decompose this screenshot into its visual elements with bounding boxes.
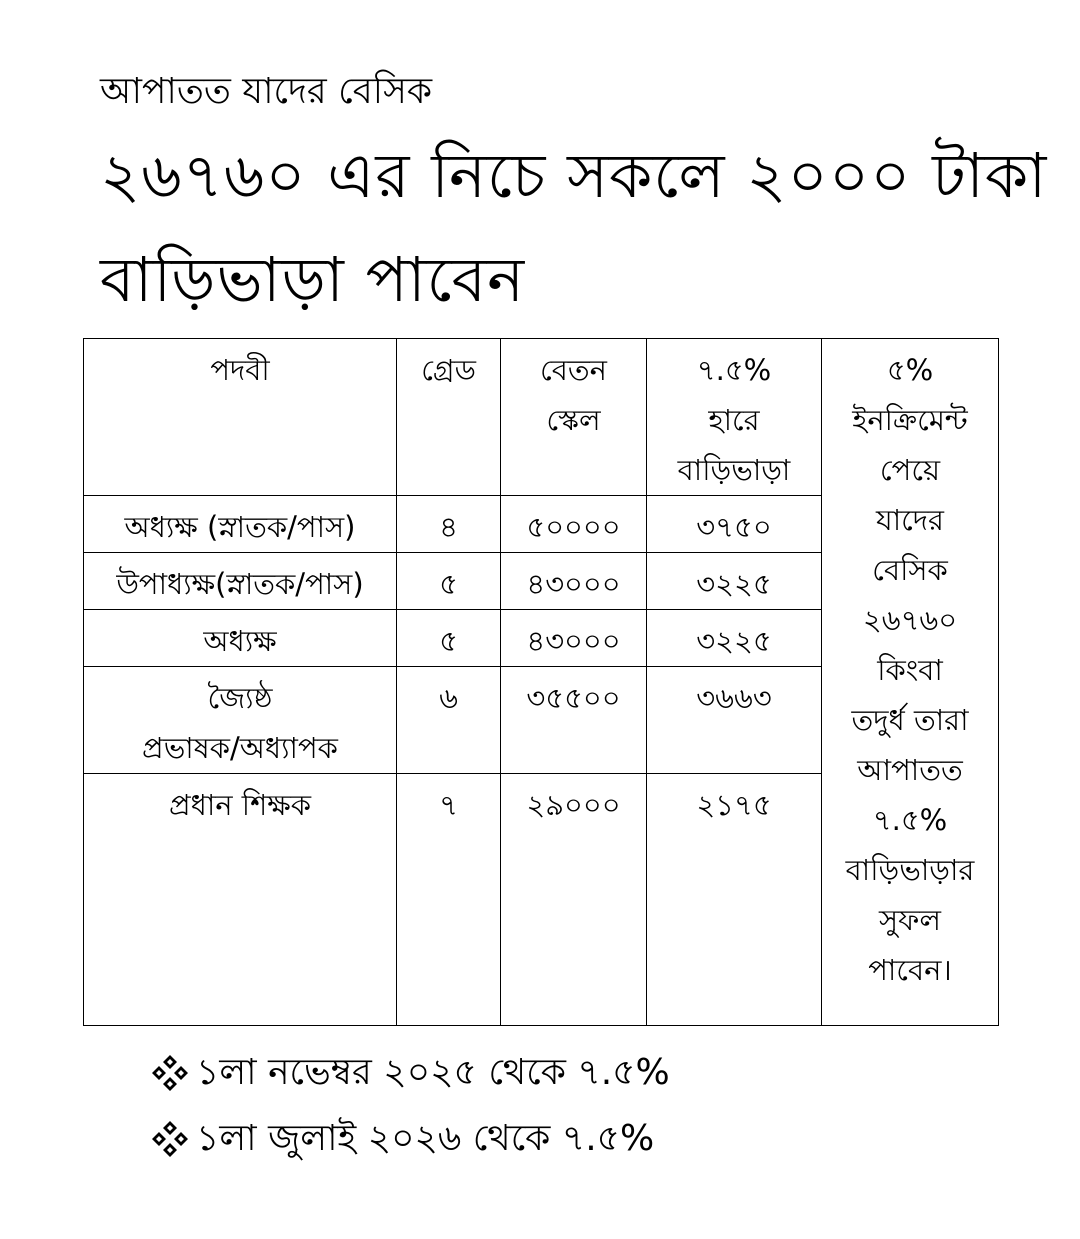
note-line: ইনক্রিমেন্ট bbox=[852, 403, 968, 437]
cell-rent: ৩৬৬৩ bbox=[647, 667, 822, 774]
bullet-text: ১লা নভেম্বর ২০২৫ থেকে ৭.৫% bbox=[196, 1052, 670, 1093]
cell-post: প্রধান শিক্ষক bbox=[84, 774, 397, 1026]
note-line: যাদের bbox=[876, 503, 944, 537]
bullet-text: ১লা জুলাই ২০২৬ থেকে ৭.৫% bbox=[196, 1118, 655, 1159]
cell-post: জ্যৈষ্ঠ প্রভাষক/অধ্যাপক bbox=[84, 667, 397, 774]
note-line: বেসিক bbox=[872, 553, 948, 587]
note-line: ২৬৭৬০ bbox=[862, 603, 958, 637]
note-line: বাড়িভাড়ার bbox=[845, 853, 975, 887]
headline-line-2: বাড়িভাড়া পাবেন bbox=[100, 243, 526, 316]
cell-rent: ২১৭৫ bbox=[647, 774, 822, 1026]
header-scale: বেতন স্কেল bbox=[501, 339, 647, 496]
cell-post: উপাধ্যক্ষ(স্নাতক/পাস) bbox=[84, 553, 397, 610]
note-line: কিংবা bbox=[877, 653, 943, 687]
note-line: পেয়ে bbox=[879, 453, 941, 487]
note-line: তদুর্ধ তারা bbox=[851, 703, 969, 737]
table-header-row bbox=[84, 339, 999, 496]
cell-rent: ৩২২৫ bbox=[647, 610, 822, 667]
increment-note-cell bbox=[822, 339, 999, 1026]
cell-scale: ২৯০০০ bbox=[501, 774, 647, 1026]
cell-scale: ৪৩০০০ bbox=[501, 553, 647, 610]
cell-scale: ৩৫৫০০ bbox=[501, 667, 647, 774]
note-line: আপাতত bbox=[857, 753, 963, 787]
header-post: পদবী bbox=[84, 339, 397, 496]
intro-line: আপাতত যাদের বেসিক bbox=[100, 71, 433, 112]
cell-grade: ৭ bbox=[397, 774, 501, 1026]
note-line: ৫% bbox=[886, 353, 934, 387]
four-diamond-icon bbox=[150, 1053, 190, 1093]
cell-rent: ৩৭৫০ bbox=[647, 496, 822, 553]
note-line: সুফল bbox=[879, 903, 941, 937]
bullet-item bbox=[150, 1106, 670, 1172]
headline-line-1: ২৬৭৬০ এর নিচে সকলে ২০০০ টাকা bbox=[100, 139, 1048, 212]
bullet-list bbox=[150, 1040, 670, 1172]
cell-grade: ৫ bbox=[397, 610, 501, 667]
header-rent: ৭.৫% হারে বাড়িভাড়া bbox=[647, 339, 822, 496]
house-rent-table bbox=[83, 338, 999, 1026]
four-diamond-icon bbox=[150, 1119, 190, 1159]
note-line: পাবেন। bbox=[868, 953, 952, 987]
note-line: ৭.৫% bbox=[872, 803, 948, 837]
header-grade: গ্রেড bbox=[397, 339, 501, 496]
cell-post: অধ্যক্ষ (স্নাতক/পাস) bbox=[84, 496, 397, 553]
cell-grade: ৪ bbox=[397, 496, 501, 553]
cell-scale: ৪৩০০০ bbox=[501, 610, 647, 667]
bullet-item bbox=[150, 1040, 670, 1106]
cell-grade: ৫ bbox=[397, 553, 501, 610]
cell-post: অধ্যক্ষ bbox=[84, 610, 397, 667]
cell-rent: ৩২২৫ bbox=[647, 553, 822, 610]
cell-grade: ৬ bbox=[397, 667, 501, 774]
cell-scale: ৫০০০০ bbox=[501, 496, 647, 553]
